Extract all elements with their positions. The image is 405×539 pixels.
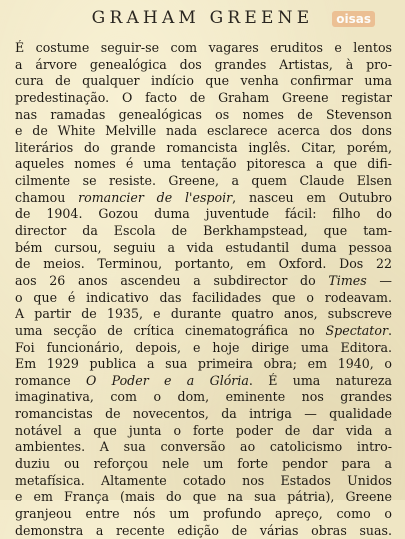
text-line	[15, 240, 392, 257]
text-segment: imaginativa, com o dom, eminente nos grandes	[15, 389, 392, 405]
text-segment: predestinação. O facto de Graham Greene registar	[15, 89, 392, 105]
text-line	[15, 73, 392, 90]
text-line	[15, 340, 392, 357]
text-segment: demonstra a recente edição de várias obras suas.	[15, 522, 392, 538]
text-segment: romance	[15, 372, 86, 388]
text-line	[15, 373, 392, 390]
text-segment: uma secção de crítica cinematográfica no	[15, 322, 326, 338]
text-line	[15, 190, 392, 207]
text-segment: cura de qualquer indício que venha confirmar uma	[15, 73, 392, 89]
text-line	[15, 523, 392, 539]
text-segment: e de White Melville nada esclarece acerca dos dons	[15, 123, 392, 139]
text-segment: Em 1929 publica a sua primeira obra; em 1940, o	[15, 356, 392, 372]
watermark-logo: oisas	[332, 11, 375, 27]
text-segment: literários do grande romancista inglês. Citar, porém,	[15, 139, 392, 155]
text-segment: ambientes. A sua conversão ao catolicismo intro-	[15, 439, 392, 455]
text-segment: aos 26 anos ascendeu a subdirector do	[15, 272, 329, 288]
text-segment: cilmente se resiste. Greene, a quem Claude Elsen	[15, 173, 392, 189]
text-segment: aqueles nomes é uma tentação pitoresca a que difi-	[15, 156, 392, 172]
text-line	[15, 306, 392, 323]
text-segment: a árvore genealógica dos grandes Artistas, à pro-	[15, 56, 392, 72]
text-line	[15, 356, 392, 373]
text-line	[15, 57, 392, 74]
text-line	[15, 156, 392, 173]
text-line	[15, 290, 392, 307]
text-segment: e em França (mais do que na sua pátria), Greene	[15, 489, 392, 505]
text-segment: . É uma natureza	[248, 372, 392, 388]
text-line	[15, 256, 392, 273]
text-line	[15, 456, 392, 473]
text-segment: —	[366, 272, 392, 288]
text-segment: bém cursou, seguiu a vida estudantil duma pessoa	[15, 239, 392, 255]
page-title: GRAHAM GREENE	[91, 8, 314, 28]
text-line	[15, 223, 392, 240]
text-segment: notável a que junta o forte poder de dar vida a	[15, 422, 392, 438]
text-line	[15, 273, 392, 290]
text-line	[15, 489, 392, 506]
text-line	[15, 423, 392, 440]
text-segment: chamou	[15, 189, 79, 205]
text-segment: granjeou entre nós um profundo apreço, como o	[15, 505, 392, 521]
text-line	[15, 206, 392, 223]
text-line	[15, 173, 392, 190]
text-segment: , nasceu em Outubro	[232, 189, 392, 205]
text-segment: duziu ou reforçou nele um forte pendor para a	[15, 456, 392, 472]
text-line	[15, 406, 392, 423]
text-line	[15, 107, 392, 124]
text-line	[15, 506, 392, 523]
text-line	[15, 439, 392, 456]
text-line	[15, 389, 392, 406]
text-segment: director da Escola de Berkhampstead, que tam-	[15, 223, 392, 239]
text-segment: de 1904. Gozou duma juventude fácil: filho do	[15, 206, 392, 222]
text-segment: o que é indicativo das facilidades que o rodeavam.	[15, 289, 392, 305]
text-line	[15, 473, 392, 490]
text-segment: .	[387, 322, 392, 338]
text-segment: de meios. Terminou, portanto, em Oxford. Dos 22	[15, 256, 392, 272]
italic-title: Times	[328, 272, 367, 288]
text-segment: Foi funcionário, depois, e hoje dirige uma Editora.	[15, 339, 392, 355]
text-segment: A partir de 1935, e durante quatro anos, subscreve	[15, 306, 392, 322]
text-line	[15, 123, 392, 140]
text-line	[15, 140, 392, 157]
text-segment: nas ramadas genealógicas os nomes de Stevenson	[15, 106, 392, 122]
text-line	[15, 90, 392, 107]
text-segment: É costume seguir-se com vagares eruditos e lentos	[15, 40, 392, 55]
italic-title: Spectator	[325, 322, 388, 338]
italic-title: O Poder e a Glória	[86, 372, 249, 388]
italic-title: romancier de l'espoir	[78, 189, 233, 205]
text-line	[15, 323, 392, 340]
page-header	[0, 6, 405, 30]
text-line	[15, 40, 392, 57]
article-body	[15, 40, 392, 539]
text-segment: romancistas de novecentos, da intriga — qualidade	[15, 406, 392, 422]
text-segment: metafísica. Altamente cotado nos Estados Unidos	[15, 472, 392, 488]
